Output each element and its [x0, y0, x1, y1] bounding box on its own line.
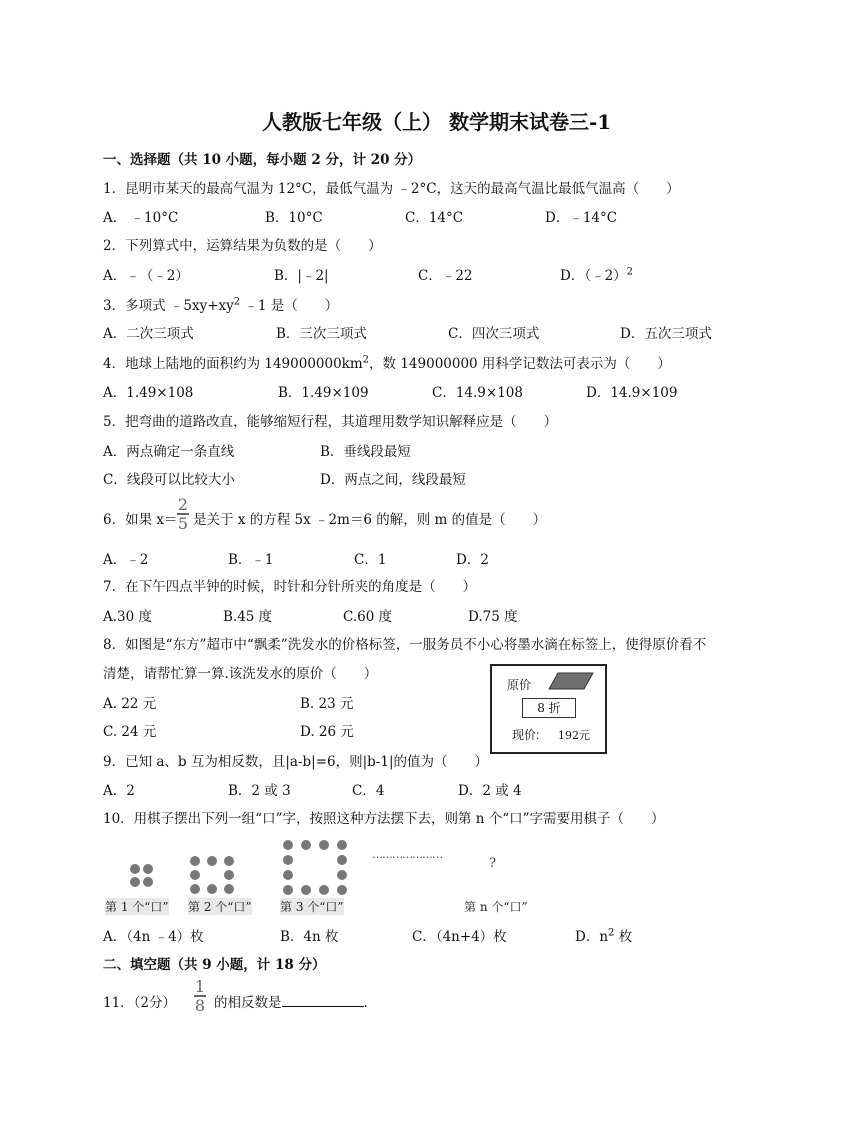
q6-option-a: A．﹣2: [103, 552, 149, 568]
q2-option-a: A．﹣（﹣2）: [103, 268, 189, 284]
q11-text: [214, 991, 368, 1011]
q3-stem-exponent: 2: [233, 296, 241, 308]
q2-option-b: B．|﹣2|: [274, 268, 329, 284]
page-title: 人教版七年级（上） 数学期末试卷三-1: [262, 110, 612, 134]
question-7-stem: 7．在下午四点半钟的时候，时针和分针所夹的角度是（ ）: [103, 579, 477, 595]
price-tag-now-label: 现价:: [512, 728, 540, 742]
q5-option-a: A．两点确定一条直线: [103, 444, 235, 460]
q3-option-c: C．四次三项式: [448, 326, 540, 342]
q4-stem-post: ，数 149000000 用科学记数法可表示为（ ）: [369, 356, 671, 372]
q10-option-b: B．4n 枚: [280, 929, 339, 945]
chess-piece-dot-icon: [283, 840, 293, 850]
q9-option-b: B．2 或 3: [228, 783, 291, 799]
q3-option-b: B．三次三项式: [276, 326, 367, 342]
chess-piece-dot-icon: [143, 864, 153, 874]
q4-stem-exponent: 2: [362, 354, 370, 366]
parallelogram-ink-blob-icon: [548, 672, 594, 690]
q10-option-d-base: D．n: [575, 929, 609, 945]
q6-stem-post: 是关于 x 的方程 5x ﹣2m＝6 的解，则 m 的值是（ ）: [193, 512, 547, 528]
question-9-stem: 9．已知 a、b 互为相反数，且|a-b|=6，则|b-1|的值为（ ）: [103, 754, 488, 770]
chess-piece-dot-icon: [224, 870, 234, 880]
q7-option-c: C.60 度: [343, 609, 393, 625]
q2-option-c: C．﹣22: [418, 268, 473, 284]
q5-option-c: C．线段可以比较大小: [103, 472, 235, 488]
q6-fraction: [177, 497, 189, 531]
chess-piece-dot-icon: [224, 884, 234, 894]
chess-piece-dot-icon: [207, 884, 217, 894]
q11-fraction-denominator: 8: [194, 996, 206, 1015]
section-heading-fill: 二、填空题（共 9 小题，计 18 分）: [103, 957, 326, 973]
chess-piece-dot-icon: [143, 877, 153, 887]
chess-piece-dot-icon: [190, 870, 200, 880]
question-2-stem: 2．下列算式中，运算结果为负数的是（ ）: [103, 238, 382, 254]
q10-ellipsis: …………………: [372, 848, 442, 861]
q3-option-a: A．二次三项式: [103, 326, 194, 342]
q9-option-c: C．4: [352, 783, 385, 799]
q11-answer-blank: [282, 994, 364, 1007]
chess-piece-dot-icon: [130, 877, 140, 887]
question-5-stem: 5．把弯曲的道路改直，能够缩短行程，其道理用数学知识解释应是（ ）: [103, 414, 558, 430]
q3-stem-post: ﹣1 是（ ）: [240, 298, 339, 314]
q11-text-body: 的相反数是: [214, 995, 282, 1011]
q3-stem-pre: 3．多项式 ﹣5xy+xy: [103, 298, 234, 314]
q11-fraction: [194, 979, 206, 1013]
q4-stem-pre: 4．地球上陆地的面积约为 149000000km: [103, 356, 363, 372]
q2-option-d-base: D．（﹣2）: [560, 268, 627, 284]
price-tag-now-price: 192元: [558, 729, 590, 742]
chess-piece-dot-icon: [283, 870, 293, 880]
chess-piece-dot-icon: [337, 885, 347, 895]
q5-option-b: B．垂线段最短: [320, 444, 411, 460]
chess-piece-dot-icon: [319, 885, 329, 895]
q4-option-a: A．1.49×108: [103, 385, 194, 401]
price-tag-original-label: 原价: [507, 678, 532, 692]
chess-piece-dot-icon: [301, 885, 311, 895]
q10-caption-3: 第 3 个“口”: [280, 900, 344, 914]
q11-text-end: .: [363, 995, 368, 1011]
q10-caption-2: 第 2 个“口”: [188, 900, 252, 914]
q4-option-c: C．14.9×108: [432, 385, 523, 401]
q4-option-b: B．1.49×109: [278, 385, 369, 401]
q6-stem-pre: 6．如果 x＝: [103, 512, 178, 528]
chess-piece-dot-icon: [337, 870, 347, 880]
chess-piece-dot-icon: [224, 856, 234, 866]
q10-caption-1: 第 1 个“口”: [105, 900, 169, 914]
chess-piece-dot-icon: [130, 864, 140, 874]
q1-option-b: B．10°C: [265, 210, 323, 226]
q7-option-d: D.75 度: [468, 609, 518, 625]
q8-option-c: C. 24 元: [103, 724, 157, 740]
price-tag-figure: [490, 664, 607, 754]
chess-piece-dot-icon: [283, 885, 293, 895]
chess-piece-dot-icon: [301, 840, 311, 850]
q6-option-c: C．1: [354, 552, 387, 568]
q1-option-c: C．14°C: [405, 210, 464, 226]
q10-option-d: [575, 925, 632, 945]
q1-option-a: A． ﹣10°C: [103, 210, 179, 226]
q7-option-b: B.45 度: [223, 609, 273, 625]
q6-fraction-numerator: 2: [177, 495, 189, 514]
q10-question-mark: ?: [489, 856, 496, 871]
question-8-stem-line1: 8．如图是“东方”超市中“飘柔”洗发水的价格标签，一服务员不小心将墨水滴在标签上，使得原价看不: [103, 637, 707, 653]
question-8-stem-line2: 清楚，请帮忙算一算.该洗发水的原价（ ）: [103, 666, 378, 682]
question-10-stem: 10．用棋子摆出下列一组“口”字，按照这种方法摆下去，则第 n 个“口”字需要用棋子（ ）: [103, 811, 665, 827]
chess-piece-dot-icon: [319, 840, 329, 850]
q3-option-d: D．五次三项式: [620, 326, 712, 342]
q8-option-d: D. 26 元: [300, 724, 354, 740]
q11-fraction-numerator: 1: [194, 977, 206, 996]
section-heading-choice: 一、选择题（共 10 小题，每小题 2 分，计 20 分）: [103, 152, 422, 168]
q2-option-d-exponent: 2: [626, 266, 634, 278]
q1-option-d: D．﹣14°C: [545, 210, 618, 226]
question-3-stem: [103, 294, 338, 314]
q6-option-b: B．﹣1: [228, 552, 274, 568]
q9-option-d: D．2 或 4: [458, 783, 522, 799]
price-tag-discount-box: [522, 698, 576, 718]
q5-option-d: D．两点之间，线段最短: [320, 472, 466, 488]
chess-piece-dot-icon: [190, 884, 200, 894]
q10-option-c: C．（4n+4）枚: [412, 929, 507, 945]
q10-caption-n: 第 n 个“口”: [464, 900, 528, 914]
q4-option-d: D．14.9×109: [586, 385, 678, 401]
q8-option-a: A. 22 元: [103, 696, 157, 712]
q6-fraction-denominator: 5: [177, 514, 189, 533]
chess-piece-dot-icon: [337, 855, 347, 865]
chess-piece-dot-icon: [207, 856, 217, 866]
question-1-stem: 1．昆明市某天的最高气温为 12°C，最低气温为 ﹣2°C，这天的最高气温比最低气温高（ ）: [103, 181, 680, 197]
chess-piece-dot-icon: [190, 856, 200, 866]
chess-piece-dot-icon: [283, 855, 293, 865]
question-4-stem: [103, 352, 671, 372]
q11-prefix: 11．（2分）: [103, 995, 177, 1011]
q7-option-a: A.30 度: [103, 609, 153, 625]
chess-piece-dot-icon: [337, 840, 347, 850]
q6-option-d: D．2: [456, 552, 489, 568]
q10-option-a: A．（4n ﹣4）枚: [103, 929, 204, 945]
q10-option-d-exponent: 2: [608, 927, 615, 939]
q2-option-d: [560, 264, 633, 284]
q10-option-d-post: 枚: [614, 929, 633, 945]
price-tag-discount: 8 折: [537, 701, 561, 715]
q9-option-a: A．2: [103, 783, 135, 799]
q8-option-b: B. 23 元: [300, 696, 354, 712]
